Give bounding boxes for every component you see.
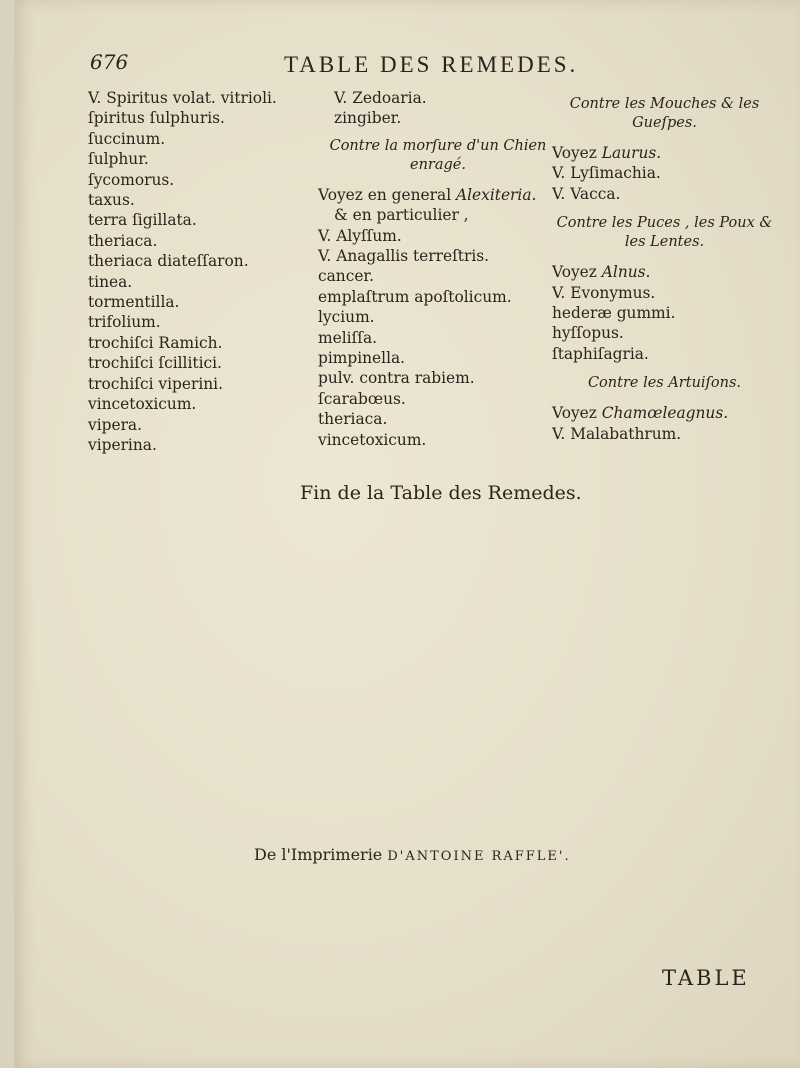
list-item: cancer. <box>318 267 374 286</box>
list-item: tinea. <box>88 272 133 291</box>
list-item: V. Vacca. <box>552 184 621 203</box>
index-column-3 <box>552 95 777 444</box>
printer-imprint <box>254 845 571 864</box>
list-item: ſpiritus ſulphuris. <box>88 109 225 128</box>
cross-reference: Alexiteria. <box>456 185 537 204</box>
book-page <box>14 0 800 1068</box>
index-column-1 <box>88 88 277 455</box>
list-item: ſuccinum. <box>88 129 166 148</box>
list-item: trochiſci viperini. <box>88 374 223 393</box>
list-item: theriaca. <box>88 231 158 250</box>
voyez-continuation: & en particulier , <box>334 206 469 225</box>
list-item: trifolium. <box>88 313 161 332</box>
voyez-line <box>552 403 777 423</box>
cross-reference: Alnus. <box>601 263 651 282</box>
list-item: tormentilla. <box>88 293 180 312</box>
list-item: viperina. <box>88 435 157 454</box>
list-item: V. Malabathrum. <box>552 424 682 443</box>
list-item: meliſſa. <box>318 328 378 347</box>
section-heading-puces: Contre les Puces , les Poux & les Lentes. <box>556 215 773 251</box>
list-item: hederæ gummi. <box>552 304 676 323</box>
voyez-prefix: Voyez <box>552 144 602 162</box>
voyez-prefix: Voyez <box>552 263 602 282</box>
section-heading-mouches: Contre les Mouches & les Gueſpes. <box>569 96 760 131</box>
list-item: V. Lyſimachia. <box>552 164 661 183</box>
voyez-prefix: Voyez en general <box>318 185 457 204</box>
list-item: ſcarabœus. <box>318 389 406 408</box>
list-item: lycium. <box>318 308 375 327</box>
section-heading-chien: Contre la morſure d'un Chien enragé. <box>329 137 547 173</box>
list-item: emplaſtrum apoſtolicum. <box>318 287 512 306</box>
catchword: TABLE <box>662 966 750 990</box>
page-number: 676 <box>90 50 129 74</box>
list-item: V. Alyſſum. <box>318 226 402 245</box>
voyez-prefix: Voyez <box>552 404 602 423</box>
list-item: theriaca. <box>318 410 388 429</box>
list-item: V. Anagallis terreſtris. <box>318 247 490 266</box>
list-item: terra ſigillata. <box>88 211 197 230</box>
section-heading-artuisons: Contre les Artuiſons. <box>587 375 742 392</box>
list-item: vipera. <box>88 415 143 434</box>
voyez-line <box>552 262 777 282</box>
list-item: pimpinella. <box>318 349 406 368</box>
running-title: TABLE DES REMEDES. <box>284 52 579 77</box>
list-item: trochiſci ſcillitici. <box>88 354 222 373</box>
list-item: ſycomorus. <box>88 170 175 189</box>
list-item: V. Evonymus. <box>552 283 656 302</box>
voyez-line <box>552 143 777 163</box>
list-item: vincetoxicum. <box>88 395 197 414</box>
voyez-line <box>318 185 558 205</box>
imprint-prefix: De l'Imprimerie <box>254 845 388 864</box>
list-item: zingiber. <box>334 109 402 128</box>
list-item: ſulphur. <box>88 150 149 169</box>
cross-reference: Laurus. <box>601 144 662 162</box>
list-item: ſtaphiſagria. <box>552 344 649 363</box>
list-item: taxus. <box>88 191 135 210</box>
cross-reference: Chamœleagnus. <box>601 404 729 423</box>
list-item: vincetoxicum. <box>318 430 427 449</box>
list-item: theriaca diateſſaron. <box>88 252 249 271</box>
printer-name: D'ANTOINE RAFFLE'. <box>387 849 571 864</box>
list-item: hyſſopus. <box>552 324 624 343</box>
list-item: V. Zedoaria. <box>334 89 427 107</box>
index-column-2 <box>318 88 558 450</box>
list-item: trochiſci Ramich. <box>88 333 223 352</box>
end-of-table-line: Fin de la Table des Remedes. <box>300 482 582 504</box>
list-item: pulv. contra rabiem. <box>318 369 475 388</box>
list-item: V. Spiritus volat. vitrioli. <box>88 89 277 107</box>
